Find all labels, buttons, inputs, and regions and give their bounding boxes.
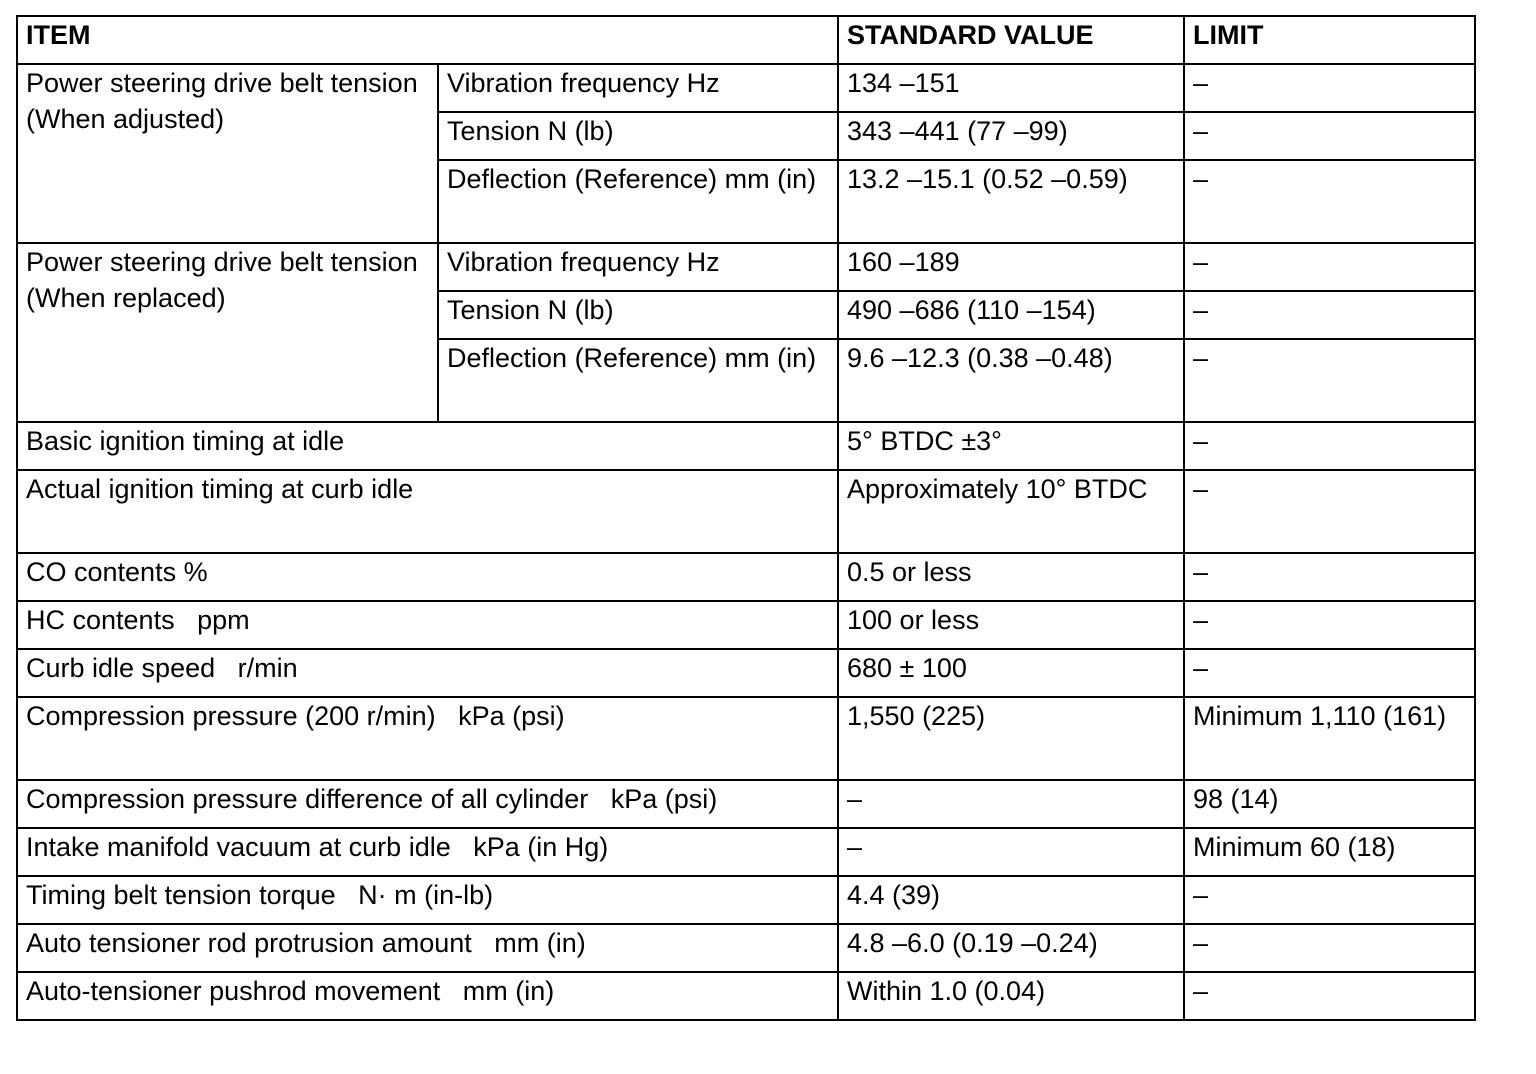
sub-item-cell: Vibration frequency Hz [438,64,838,112]
limit-cell: – [1184,339,1475,422]
sub-item-cell: Tension N (lb) [438,112,838,160]
limit-cell: – [1184,924,1475,972]
limit-cell: Minimum 60 (18) [1184,828,1475,876]
standard-value-cell: 160 –189 [838,243,1184,291]
table-row [17,780,1475,828]
item-cell: Curb idle speed r/min [17,649,838,697]
limit-cell: – [1184,972,1475,1020]
item-cell: Compression pressure (200 r/min) kPa (psi) [17,697,838,780]
standard-value-cell: 680 ± 100 [838,649,1184,697]
table-row [17,422,1475,470]
standard-value-cell: 5° BTDC ±3° [838,422,1184,470]
sub-item-cell: Deflection (Reference) mm (in) [438,160,838,243]
sub-item-cell: Tension N (lb) [438,291,838,339]
standard-value-cell: 0.5 or less [838,553,1184,601]
standard-value-cell: Within 1.0 (0.04) [838,972,1184,1020]
standard-value-cell: 100 or less [838,601,1184,649]
group-item-cell: Power steering drive belt tension (When adjusted) [17,64,438,243]
table-row [17,876,1475,924]
standard-value-cell: 4.4 (39) [838,876,1184,924]
standard-value-cell: 134 –151 [838,64,1184,112]
group-item-cell: Power steering drive belt tension (When replaced) [17,243,438,422]
limit-cell: – [1184,601,1475,649]
item-cell: Basic ignition timing at idle [17,422,838,470]
specification-table [16,15,1476,1021]
standard-value-cell: 9.6 –12.3 (0.38 –0.48) [838,339,1184,422]
item-cell: Timing belt tension torque N· m (in-lb) [17,876,838,924]
table-row [17,972,1475,1020]
limit-cell: – [1184,112,1475,160]
table-row [17,64,1475,112]
header-limit: LIMIT [1184,16,1475,64]
limit-cell: – [1184,553,1475,601]
limit-cell: – [1184,160,1475,243]
table-row [17,470,1475,553]
standard-value-cell: – [838,780,1184,828]
limit-cell: – [1184,64,1475,112]
limit-cell: 98 (14) [1184,780,1475,828]
header-item: ITEM [17,16,838,64]
standard-value-cell: 13.2 –15.1 (0.52 –0.59) [838,160,1184,243]
table-row [17,601,1475,649]
item-cell: Auto-tensioner pushrod movement mm (in) [17,972,838,1020]
table-row [17,828,1475,876]
item-cell: CO contents % [17,553,838,601]
limit-cell: – [1184,291,1475,339]
item-cell: Compression pressure difference of all cylinder kPa (psi) [17,780,838,828]
standard-value-cell: 1,550 (225) [838,697,1184,780]
limit-cell: – [1184,876,1475,924]
header-row [17,16,1475,64]
limit-cell: – [1184,422,1475,470]
limit-cell: – [1184,470,1475,553]
table-row [17,649,1475,697]
limit-cell: – [1184,243,1475,291]
standard-value-cell: 343 –441 (77 –99) [838,112,1184,160]
table-row [17,924,1475,972]
standard-value-cell: 4.8 –6.0 (0.19 –0.24) [838,924,1184,972]
limit-cell: Minimum 1,110 (161) [1184,697,1475,780]
header-standard-value: STANDARD VALUE [838,16,1184,64]
table-row [17,243,1475,291]
sub-item-cell: Vibration frequency Hz [438,243,838,291]
table-row [17,553,1475,601]
standard-value-cell: – [838,828,1184,876]
sub-item-cell: Deflection (Reference) mm (in) [438,339,838,422]
item-cell: Actual ignition timing at curb idle [17,470,838,553]
table-row [17,697,1475,780]
limit-cell: – [1184,649,1475,697]
standard-value-cell: 490 –686 (110 –154) [838,291,1184,339]
item-cell: HC contents ppm [17,601,838,649]
item-cell: Intake manifold vacuum at curb idle kPa (in Hg) [17,828,838,876]
standard-value-cell: Approximately 10° BTDC [838,470,1184,553]
item-cell: Auto tensioner rod protrusion amount mm (in) [17,924,838,972]
